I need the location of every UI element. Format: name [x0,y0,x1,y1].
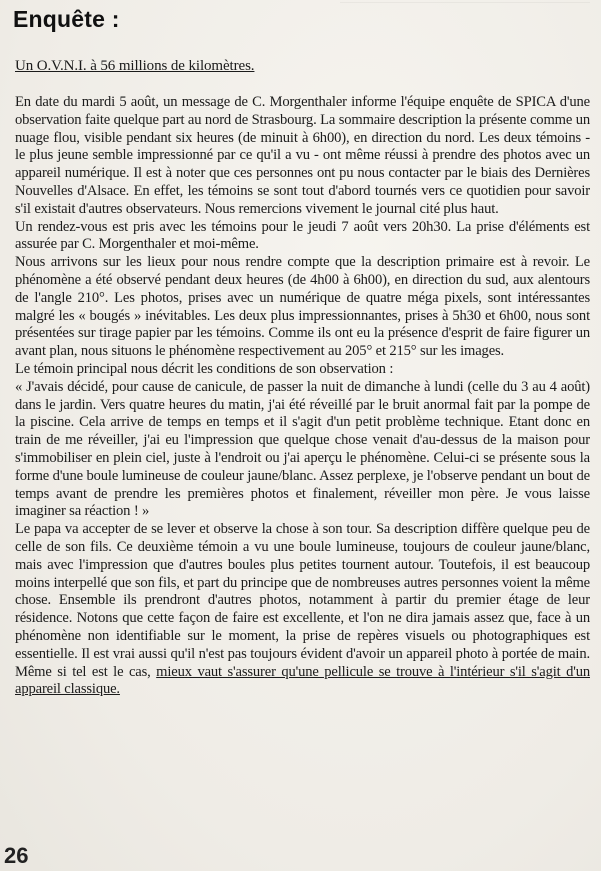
page-title: Enquête : [13,6,120,32]
paragraph-arrival: Nous arrivons sur les lieux pour nous rendre compte que la description primaire est à revoir. Le phénomène a été observé pendant deux heures (de 4h00 à 6h00), en direction du sud, aux alentours de l'angle 210°. Les photos, prises avec un numérique de quatre méga pixels, sont intéressantes malgré les « bougés » inévitables. Les deux plus impressionnantes, prises à 5h30 et 6h00, nous sont présentées sur tirage papier par les témoins. Comme ils ont eu la présence d'esprit de faire figurer un avant plan, nous situons le phénomène respectivement au 205° et 215° sur les images. [15,254,590,360]
page-number: 26 [4,843,29,868]
paragraph-father-text: Le papa va accepter de se lever et observe la chose à son tour. Sa description diffère quelque peu de celle de son fils. Ce deuxième témoin a vu une boule lumineuse, toujours de couleur jaune/blanc, mais avec l'impression que d'autres boules plus petites tournent autour. Toutefois, il est beaucoup moins interpellé que son fils, et part du principe que de nombreuses autres personnes voient la même chose. Ensemble ils prendront d'autres photos, notamment à partir du premier étage de leur résidence. Notons que cette façon de faire est excellente, et l'on ne dira jamais assez que, face à un phénomène non identifiable sur le moment, la prise de repères visuels ou photographiques est essentielle. Il est vrai aussi qu'il n'est pas toujours évident d'avoir un appareil photo à portée de main. Même si tel est le cas, [15,521,590,680]
show-through-decoration [340,2,590,63]
paragraph-rendezvous: Un rendez-vous est pris avec les témoins pour le jeudi 7 août vers 20h30. La prise d'éléments est assurée par C. Morgenthaler et moi-même. [15,218,590,253]
paragraph-father [15,521,590,699]
article-body [15,94,590,699]
paragraph-witness-quote: « J'avais décidé, pour cause de canicule, de passer la nuit de dimanche à lundi (celle du 3 au 4 août) dans le jardin. Vers quatre heures du matin, j'ai été réveillé par le bruit anormal fait par la pompe de la piscine. Cela arrive de temps en temps et il s'agit d'un petit problème technique. Etant donc en train de me réveiller, j'ai eu l'impression que quelque chose venait d'au-dessus de la maison pour s'immobiliser en plein ciel, juste à l'endroit ou j'ai aperçu le phénomène. Celui-ci se présente sous la forme d'une boule lumineuse de couleur jaune/blanc. Assez perplexe, je l'observe pendant un bout de temps avant de prendre les premières photos et finalement, réveiller mon père. Je vous laisse imaginer sa réaction ! » [15,378,590,520]
closing-underlined-text: mieux vaut s'assurer qu'une pellicule se trouve à l'intérieur s'il s'agit d'un appareil classique. [15,663,590,698]
paragraph-intro: En date du mardi 5 août, un message de C. Morgenthaler informe l'équipe enquête de SPICA d'une observation faite quelque part au nord de Strasbourg. La sommaire description la présente comme un nuage flou, visible pendant six heures (de minuit à 6h00), en direction du nord. Les deux témoins - le plus jeune semble impressionné par ce qu'il a vu - ont même réussi à prendre des photos avec un appareil numérique. Il est à noter que ces personnes ont pu nous contacter par le biais des Dernières Nouvelles d'Alsace. En effet, les témoins se sont tout d'abord tournés vers ce quotidien pour savoir s'il existait d'autres observateurs. Nous remercions vivement le journal cité plus haut. [15,94,590,217]
paragraph-witness-intro: Le témoin principal nous décrit les conditions de son observation : [15,360,394,377]
article-subtitle: Un O.V.N.I. à 56 millions de kilomètres. [15,58,255,74]
